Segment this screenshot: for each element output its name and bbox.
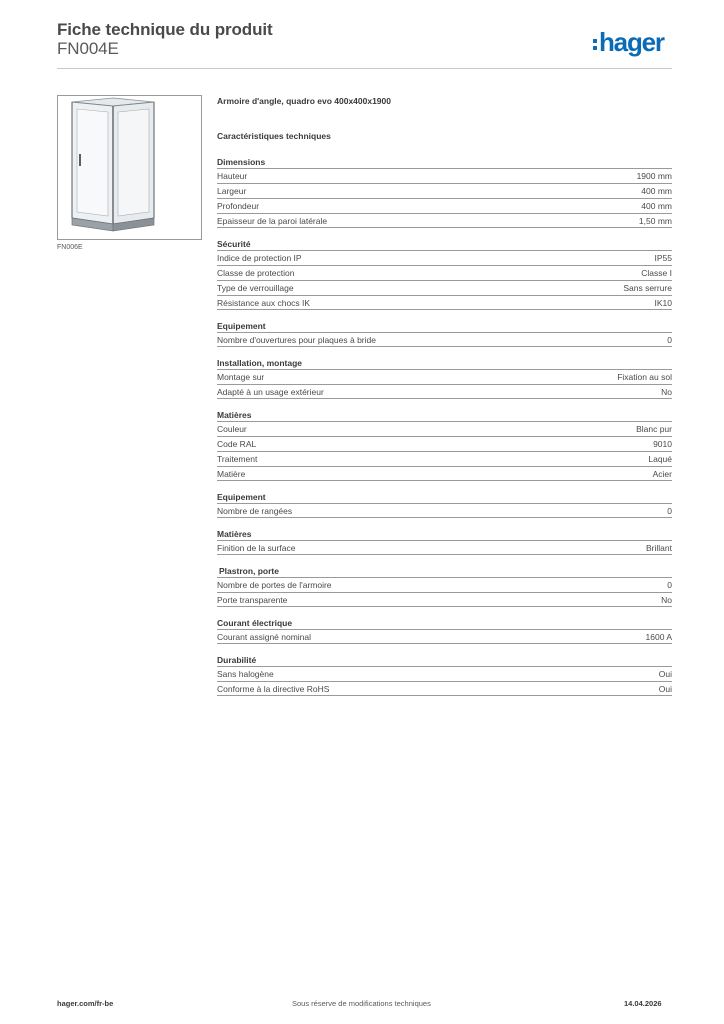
section-title: Courant électrique bbox=[217, 618, 293, 628]
spec-section-durabilite bbox=[217, 654, 672, 696]
spec-value: No bbox=[661, 386, 672, 397]
spec-label: Adapté à un usage extérieur bbox=[217, 386, 324, 397]
section-title: Installation, montage bbox=[217, 358, 303, 368]
spec-row bbox=[217, 250, 672, 265]
image-caption: FN006E bbox=[57, 244, 83, 251]
hager-logo bbox=[593, 27, 664, 57]
spec-label: Matière bbox=[217, 468, 246, 479]
section-title: Equipement bbox=[217, 492, 266, 502]
spec-row bbox=[217, 503, 672, 518]
spec-section-equipement-2 bbox=[217, 491, 672, 518]
spec-value: 0 bbox=[667, 334, 672, 345]
section-title: Sécurité bbox=[217, 239, 251, 249]
spec-section-securite bbox=[217, 238, 672, 310]
spec-value: Acier bbox=[652, 468, 672, 479]
spec-label: Couleur bbox=[217, 424, 247, 434]
spec-section-equipement bbox=[217, 320, 672, 347]
spec-section-dimensions bbox=[217, 156, 672, 228]
specs-title: Caractéristiques techniques bbox=[217, 131, 331, 141]
spec-label: Nombre de portes de l'armoire bbox=[217, 580, 332, 590]
spec-value: 1600 A bbox=[645, 631, 672, 642]
spec-value: Blanc pur bbox=[636, 424, 672, 434]
product-code: FN004E bbox=[57, 39, 119, 58]
spec-label: Conforme à la directive RoHS bbox=[217, 683, 330, 694]
spec-row bbox=[217, 369, 672, 384]
spec-row bbox=[217, 466, 672, 481]
spec-row bbox=[217, 332, 672, 347]
spec-label: Résistance aux chocs IK bbox=[217, 297, 311, 308]
footer-date: 14.04.2026 bbox=[624, 999, 662, 1008]
spec-row bbox=[217, 592, 672, 607]
spec-row bbox=[217, 213, 672, 228]
spec-value: 1,50 mm bbox=[638, 215, 672, 226]
spec-label: Code RAL bbox=[217, 439, 257, 449]
spec-row bbox=[217, 577, 672, 592]
spec-section-courant bbox=[217, 617, 672, 644]
section-title: Plastron, porte bbox=[219, 566, 279, 576]
spec-row bbox=[217, 168, 672, 183]
section-title: Durabilité bbox=[217, 655, 257, 665]
spec-label: Finition de la surface bbox=[217, 542, 296, 553]
spec-label: Indice de protection IP bbox=[217, 253, 302, 263]
spec-row bbox=[217, 436, 672, 451]
spec-row bbox=[217, 280, 672, 295]
page-title: Fiche technique du produit bbox=[57, 20, 273, 39]
spec-label: Courant assigné nominal bbox=[217, 631, 312, 642]
spec-row bbox=[217, 629, 672, 644]
section-title: Matières bbox=[217, 410, 252, 420]
spec-label: Sans halogène bbox=[217, 669, 274, 679]
spec-row bbox=[217, 183, 672, 198]
header-divider bbox=[57, 68, 672, 69]
spec-label: Epaisseur de la paroi latérale bbox=[217, 215, 328, 226]
logo-text: hager bbox=[599, 27, 664, 57]
spec-label: Classe de protection bbox=[217, 268, 295, 278]
specs-list bbox=[217, 156, 672, 696]
spec-section-matieres bbox=[217, 409, 672, 481]
spec-value: Oui bbox=[658, 683, 672, 694]
spec-label: Nombre de rangées bbox=[217, 505, 293, 516]
spec-row bbox=[217, 384, 672, 399]
spec-value: Classe I bbox=[641, 268, 672, 278]
spec-value: Fixation au sol bbox=[617, 372, 672, 382]
spec-label: Traitement bbox=[217, 454, 258, 464]
spec-row bbox=[217, 295, 672, 310]
product-name: Armoire d'angle, quadro evo 400x400x1900 bbox=[217, 96, 391, 106]
spec-row bbox=[217, 421, 672, 436]
spec-value: 0 bbox=[667, 505, 672, 516]
spec-value: 1900 mm bbox=[636, 171, 672, 181]
spec-label: Nombre d'ouvertures pour plaques à bride bbox=[217, 334, 376, 345]
spec-value: 400 mm bbox=[641, 201, 672, 211]
cabinet-icon bbox=[58, 96, 201, 239]
section-title: Dimensions bbox=[217, 157, 266, 167]
spec-label: Montage sur bbox=[217, 372, 265, 382]
section-title: Equipement bbox=[217, 321, 266, 331]
spec-label: Type de verrouillage bbox=[217, 283, 294, 293]
spec-section-matieres-2 bbox=[217, 528, 672, 555]
footer-website-link[interactable]: hager.com/fr-be bbox=[57, 999, 114, 1008]
spec-label: Profondeur bbox=[217, 201, 260, 211]
spec-row bbox=[217, 681, 672, 696]
spec-value: 9010 bbox=[653, 439, 672, 449]
spec-label: Largeur bbox=[217, 186, 247, 196]
product-image bbox=[57, 95, 202, 240]
spec-value: 0 bbox=[667, 580, 672, 590]
spec-label: Hauteur bbox=[217, 171, 248, 181]
spec-row bbox=[217, 666, 672, 681]
spec-value: Brillant bbox=[646, 542, 672, 553]
spec-row bbox=[217, 540, 672, 555]
spec-value: IK10 bbox=[654, 297, 672, 308]
spec-value: Oui bbox=[658, 669, 672, 679]
spec-label: Porte transparente bbox=[217, 594, 288, 605]
spec-value: Sans serrure bbox=[623, 283, 672, 293]
spec-value: No bbox=[661, 594, 672, 605]
spec-row bbox=[217, 265, 672, 280]
spec-value: IP55 bbox=[654, 253, 672, 263]
spec-section-plastron bbox=[217, 565, 672, 607]
logo-dots-icon bbox=[593, 39, 597, 50]
spec-value: 400 mm bbox=[641, 186, 672, 196]
spec-value: Laqué bbox=[648, 454, 672, 464]
footer-disclaimer: Sous réserve de modifications techniques bbox=[292, 999, 431, 1008]
spec-row bbox=[217, 198, 672, 213]
spec-row bbox=[217, 451, 672, 466]
section-title: Matières bbox=[217, 529, 252, 539]
spec-section-installation bbox=[217, 357, 672, 399]
